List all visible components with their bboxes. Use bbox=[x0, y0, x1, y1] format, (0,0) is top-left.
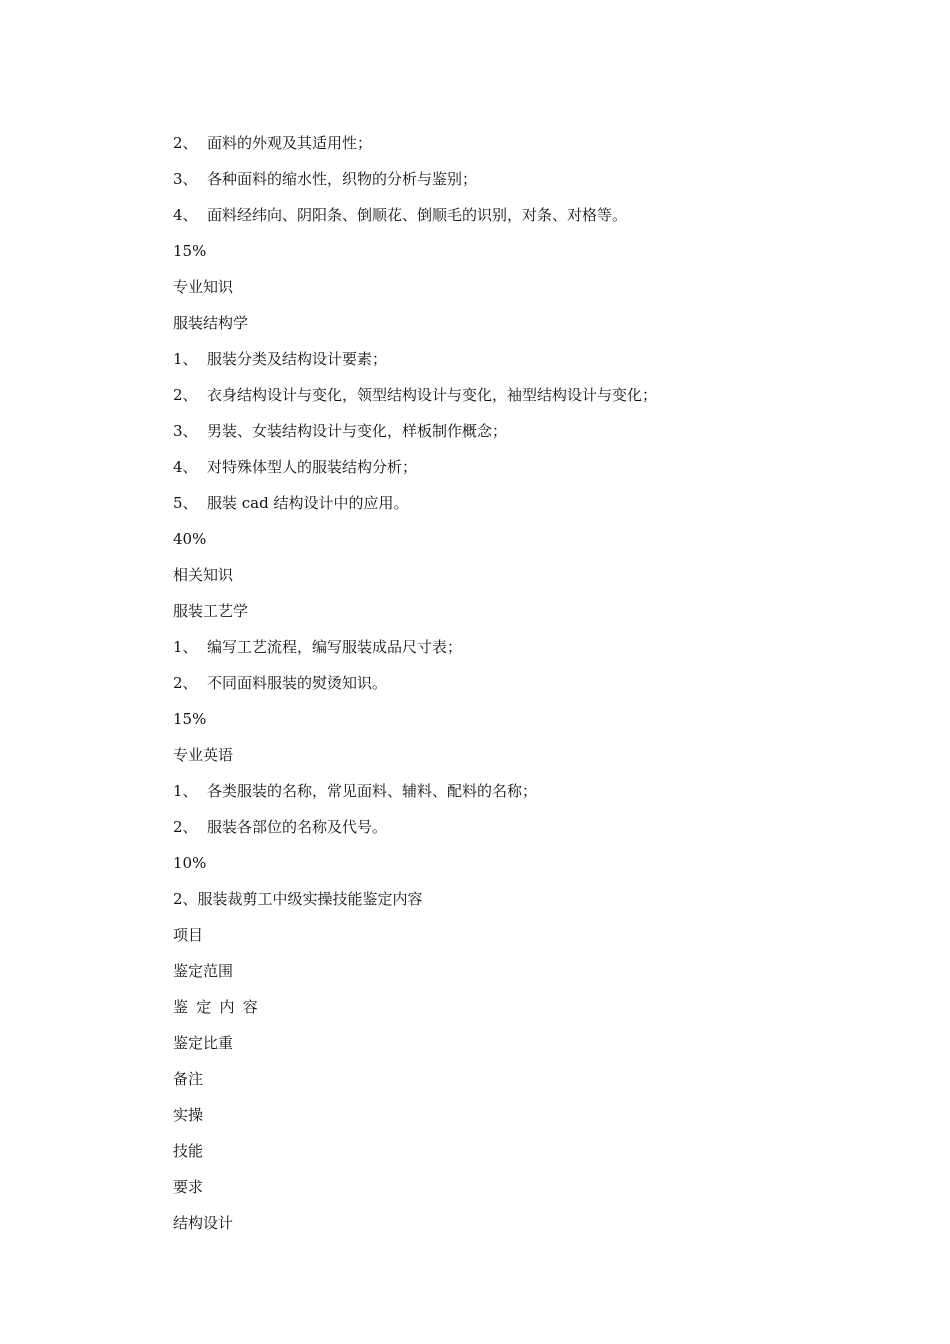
list-item bbox=[173, 773, 873, 809]
subject-text bbox=[173, 305, 873, 341]
item-text: 实操 bbox=[173, 1106, 204, 1124]
item-number: 2、 bbox=[173, 134, 198, 152]
category-text bbox=[173, 557, 873, 593]
list-item bbox=[173, 413, 873, 449]
table-header-cell bbox=[173, 1025, 873, 1061]
item-text: 技能 bbox=[173, 1142, 204, 1160]
document-body bbox=[173, 125, 873, 1241]
table-cell bbox=[173, 1133, 873, 1169]
item-text: 服装结构学 bbox=[173, 314, 249, 332]
weight-text bbox=[173, 233, 873, 269]
weight-text bbox=[173, 845, 873, 881]
weight-text bbox=[173, 701, 873, 737]
item-number: 2、 bbox=[173, 674, 198, 692]
item-text: 各类服装的名称，常见面料、辅料、配料的名称； bbox=[207, 782, 538, 800]
table-header-cell bbox=[173, 953, 873, 989]
subject-text bbox=[173, 593, 873, 629]
item-number: 2、 bbox=[173, 818, 198, 836]
list-item bbox=[173, 125, 873, 161]
item-text: 对特殊体型人的服装结构分析； bbox=[207, 458, 418, 476]
item-text: 男装、女装结构设计与变化，样板制作概念； bbox=[207, 422, 508, 440]
item-number: 3、 bbox=[173, 422, 198, 440]
list-item bbox=[173, 665, 873, 701]
item-text: 专业英语 bbox=[173, 746, 234, 764]
item-number: 1、 bbox=[173, 638, 198, 656]
item-number: 2、 bbox=[173, 386, 198, 404]
item-text: 项目 bbox=[173, 926, 204, 944]
category-text bbox=[173, 269, 873, 305]
list-item bbox=[173, 377, 873, 413]
list-item bbox=[173, 485, 873, 521]
list-item bbox=[173, 161, 873, 197]
item-text: 鉴定范围 bbox=[173, 962, 234, 980]
list-item bbox=[173, 341, 873, 377]
item-text: 服装分类及结构设计要素； bbox=[207, 350, 388, 368]
item-number: 4、 bbox=[173, 458, 198, 476]
item-text: 40% bbox=[173, 530, 207, 548]
item-number: 4、 bbox=[173, 206, 198, 224]
item-text: 服装工艺学 bbox=[173, 602, 249, 620]
table-cell bbox=[173, 1205, 873, 1241]
subject-text bbox=[173, 737, 873, 773]
item-text: 鉴定比重 bbox=[173, 1034, 234, 1052]
item-number: 5、 bbox=[173, 494, 198, 512]
item-text: 各种面料的缩水性，织物的分析与鉴别； bbox=[207, 170, 478, 188]
list-item bbox=[173, 629, 873, 665]
item-text: 编写工艺流程，编写服装成品尺寸表； bbox=[207, 638, 463, 656]
item-text: 备注 bbox=[173, 1070, 204, 1088]
section-heading bbox=[173, 881, 873, 917]
item-text: 服装 cad 结构设计中的应用。 bbox=[207, 494, 409, 512]
table-cell bbox=[173, 1169, 873, 1205]
item-number: 1、 bbox=[173, 350, 198, 368]
list-item bbox=[173, 449, 873, 485]
list-item bbox=[173, 197, 873, 233]
item-text: 结构设计 bbox=[173, 1214, 234, 1232]
table-cell bbox=[173, 1097, 873, 1133]
item-text: 衣身结构设计与变化，领型结构设计与变化，袖型结构设计与变化； bbox=[207, 386, 658, 404]
item-text: 不同面料服装的熨烫知识。 bbox=[207, 674, 388, 692]
item-text: 专业知识 bbox=[173, 278, 234, 296]
item-text: 面料的外观及其适用性； bbox=[207, 134, 373, 152]
table-header-cell bbox=[173, 1061, 873, 1097]
list-item bbox=[173, 809, 873, 845]
item-text: 2、服装裁剪工中级实操技能鉴定内容 bbox=[173, 890, 423, 908]
item-text: 要求 bbox=[173, 1178, 204, 1196]
item-number: 3、 bbox=[173, 170, 198, 188]
table-header-cell bbox=[173, 917, 873, 953]
item-text: 面料经纬向、阴阳条、倒顺花、倒顺毛的识别，对条、对格等。 bbox=[207, 206, 628, 224]
item-text: 15% bbox=[173, 242, 207, 260]
item-text: 鉴定内容 bbox=[173, 998, 267, 1016]
item-text: 15% bbox=[173, 710, 207, 728]
weight-text bbox=[173, 521, 873, 557]
item-text: 相关知识 bbox=[173, 566, 234, 584]
item-text: 10% bbox=[173, 854, 207, 872]
item-number: 1、 bbox=[173, 782, 198, 800]
table-header-cell bbox=[173, 989, 873, 1025]
item-text: 服装各部位的名称及代号。 bbox=[207, 818, 388, 836]
